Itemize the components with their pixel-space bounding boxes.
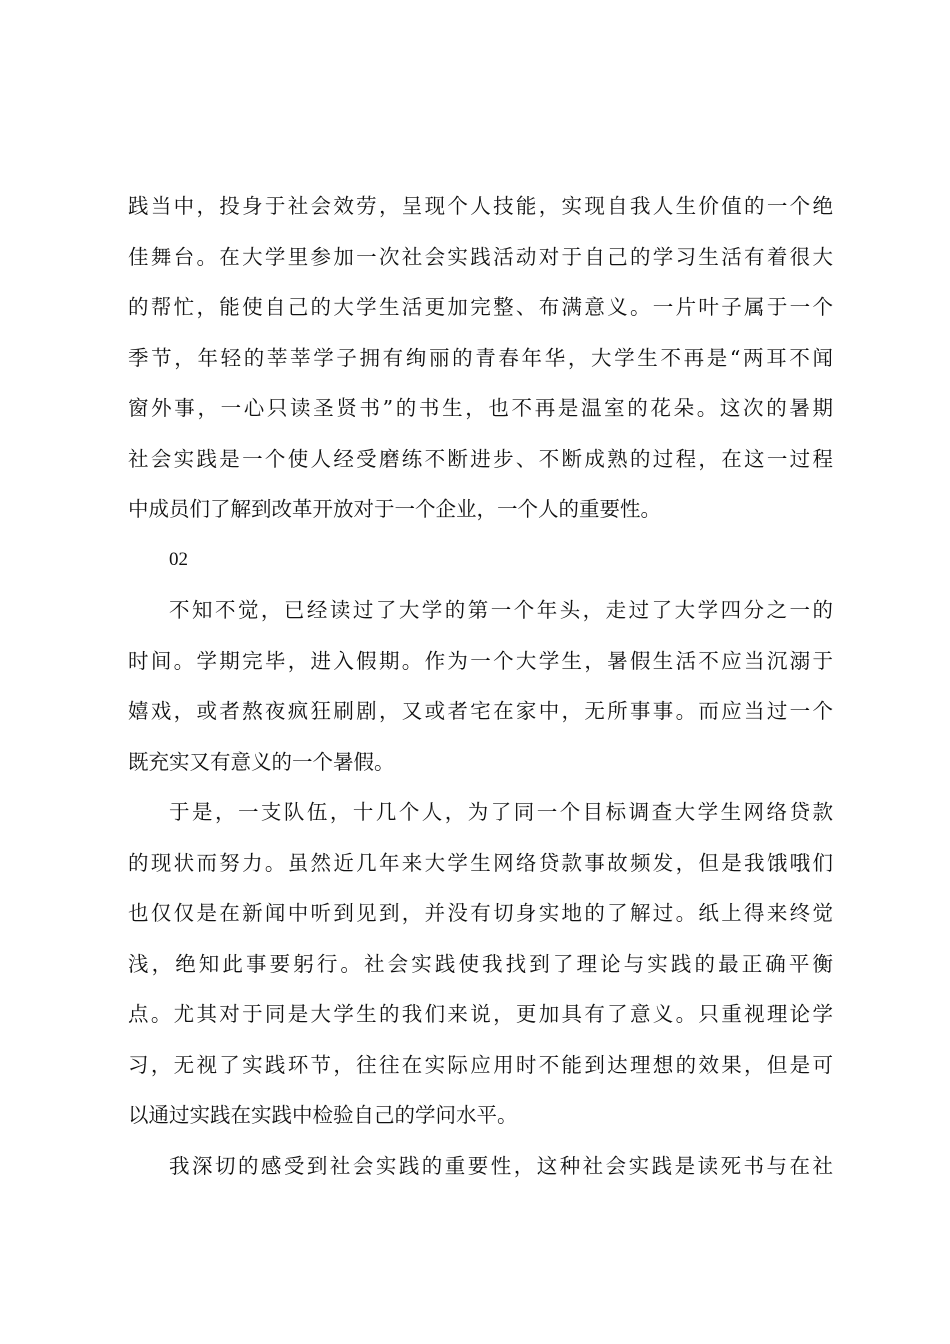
- document-body: [128, 181, 833, 1191]
- paragraph-line: 的现状而努力。虽然近几年来大学生网络贷款事故频发，但是我饿哦们: [128, 850, 833, 875]
- paragraph-line: 社会实践是一个使人经受磨练不断进步、不断成熟的过程，在这一过程: [128, 446, 833, 471]
- paragraph-line: 于是，一支队伍，十几个人，为了同一个目标调查大学生网络贷款: [169, 800, 833, 824]
- paragraph-line: 习，无视了实践环节，往往在实际应用时不能到达理想的效果，但是可: [128, 1052, 833, 1077]
- paragraph-1: [128, 181, 833, 535]
- paragraph-4: [128, 1141, 833, 1192]
- section-number: 02: [169, 548, 188, 570]
- paragraph-line: 窗外事，一心只读圣贤书”的书生，也不再是温室的花朵。这次的暑期: [128, 396, 833, 420]
- paragraph-line: 中成员们了解到改革开放对于一个企业，一个人的重要性。: [128, 497, 661, 521]
- paragraph-line: 我深切的感受到社会实践的重要性，这种社会实践是读死书与在社: [169, 1153, 833, 1178]
- paragraph-line: 嬉戏，或者熬夜疯狂刷剧，又或者宅在家中，无所事事。而应当过一个: [128, 699, 833, 723]
- paragraph-line: 佳舞台。在大学里参加一次社会实践活动对于自己的学习生活有着很大: [128, 244, 833, 269]
- paragraph-line: 以通过实践在实践中检验自己的学问水平。: [128, 1103, 518, 1127]
- paragraph-2: [128, 585, 833, 787]
- paragraph-line: 季节，年轻的莘莘学子拥有绚丽的青春年华，大学生不再是“两耳不闻: [128, 345, 833, 370]
- paragraph-line: 不知不觉，已经读过了大学的第一个年头，走过了大学四分之一的: [169, 598, 833, 622]
- paragraph-line: 也仅仅是在新闻中听到见到，并没有切身实地的了解过。纸上得来终觉: [128, 901, 833, 925]
- paragraph-line: 的帮忙，能使自己的大学生活更加完整、布满意义。一片叶子属于一个: [128, 295, 833, 319]
- paragraph-line: 点。尤其对于同是大学生的我们来说，更加具有了意义。只重视理论学: [128, 1002, 833, 1026]
- paragraph-line: 时间。学期完毕，进入假期。作为一个大学生，暑假生活不应当沉溺于: [128, 648, 833, 673]
- paragraph-line: 浅，绝知此事要躬行。社会实践使我找到了理论与实践的最正确平衡: [128, 951, 833, 976]
- paragraph-line: 践当中，投身于社会效劳，呈现个人技能，实现自我人生价值的一个绝: [128, 194, 833, 218]
- paragraph-3: [128, 787, 833, 1141]
- paragraph-line: 既充实又有意义的一个暑假。: [128, 749, 395, 774]
